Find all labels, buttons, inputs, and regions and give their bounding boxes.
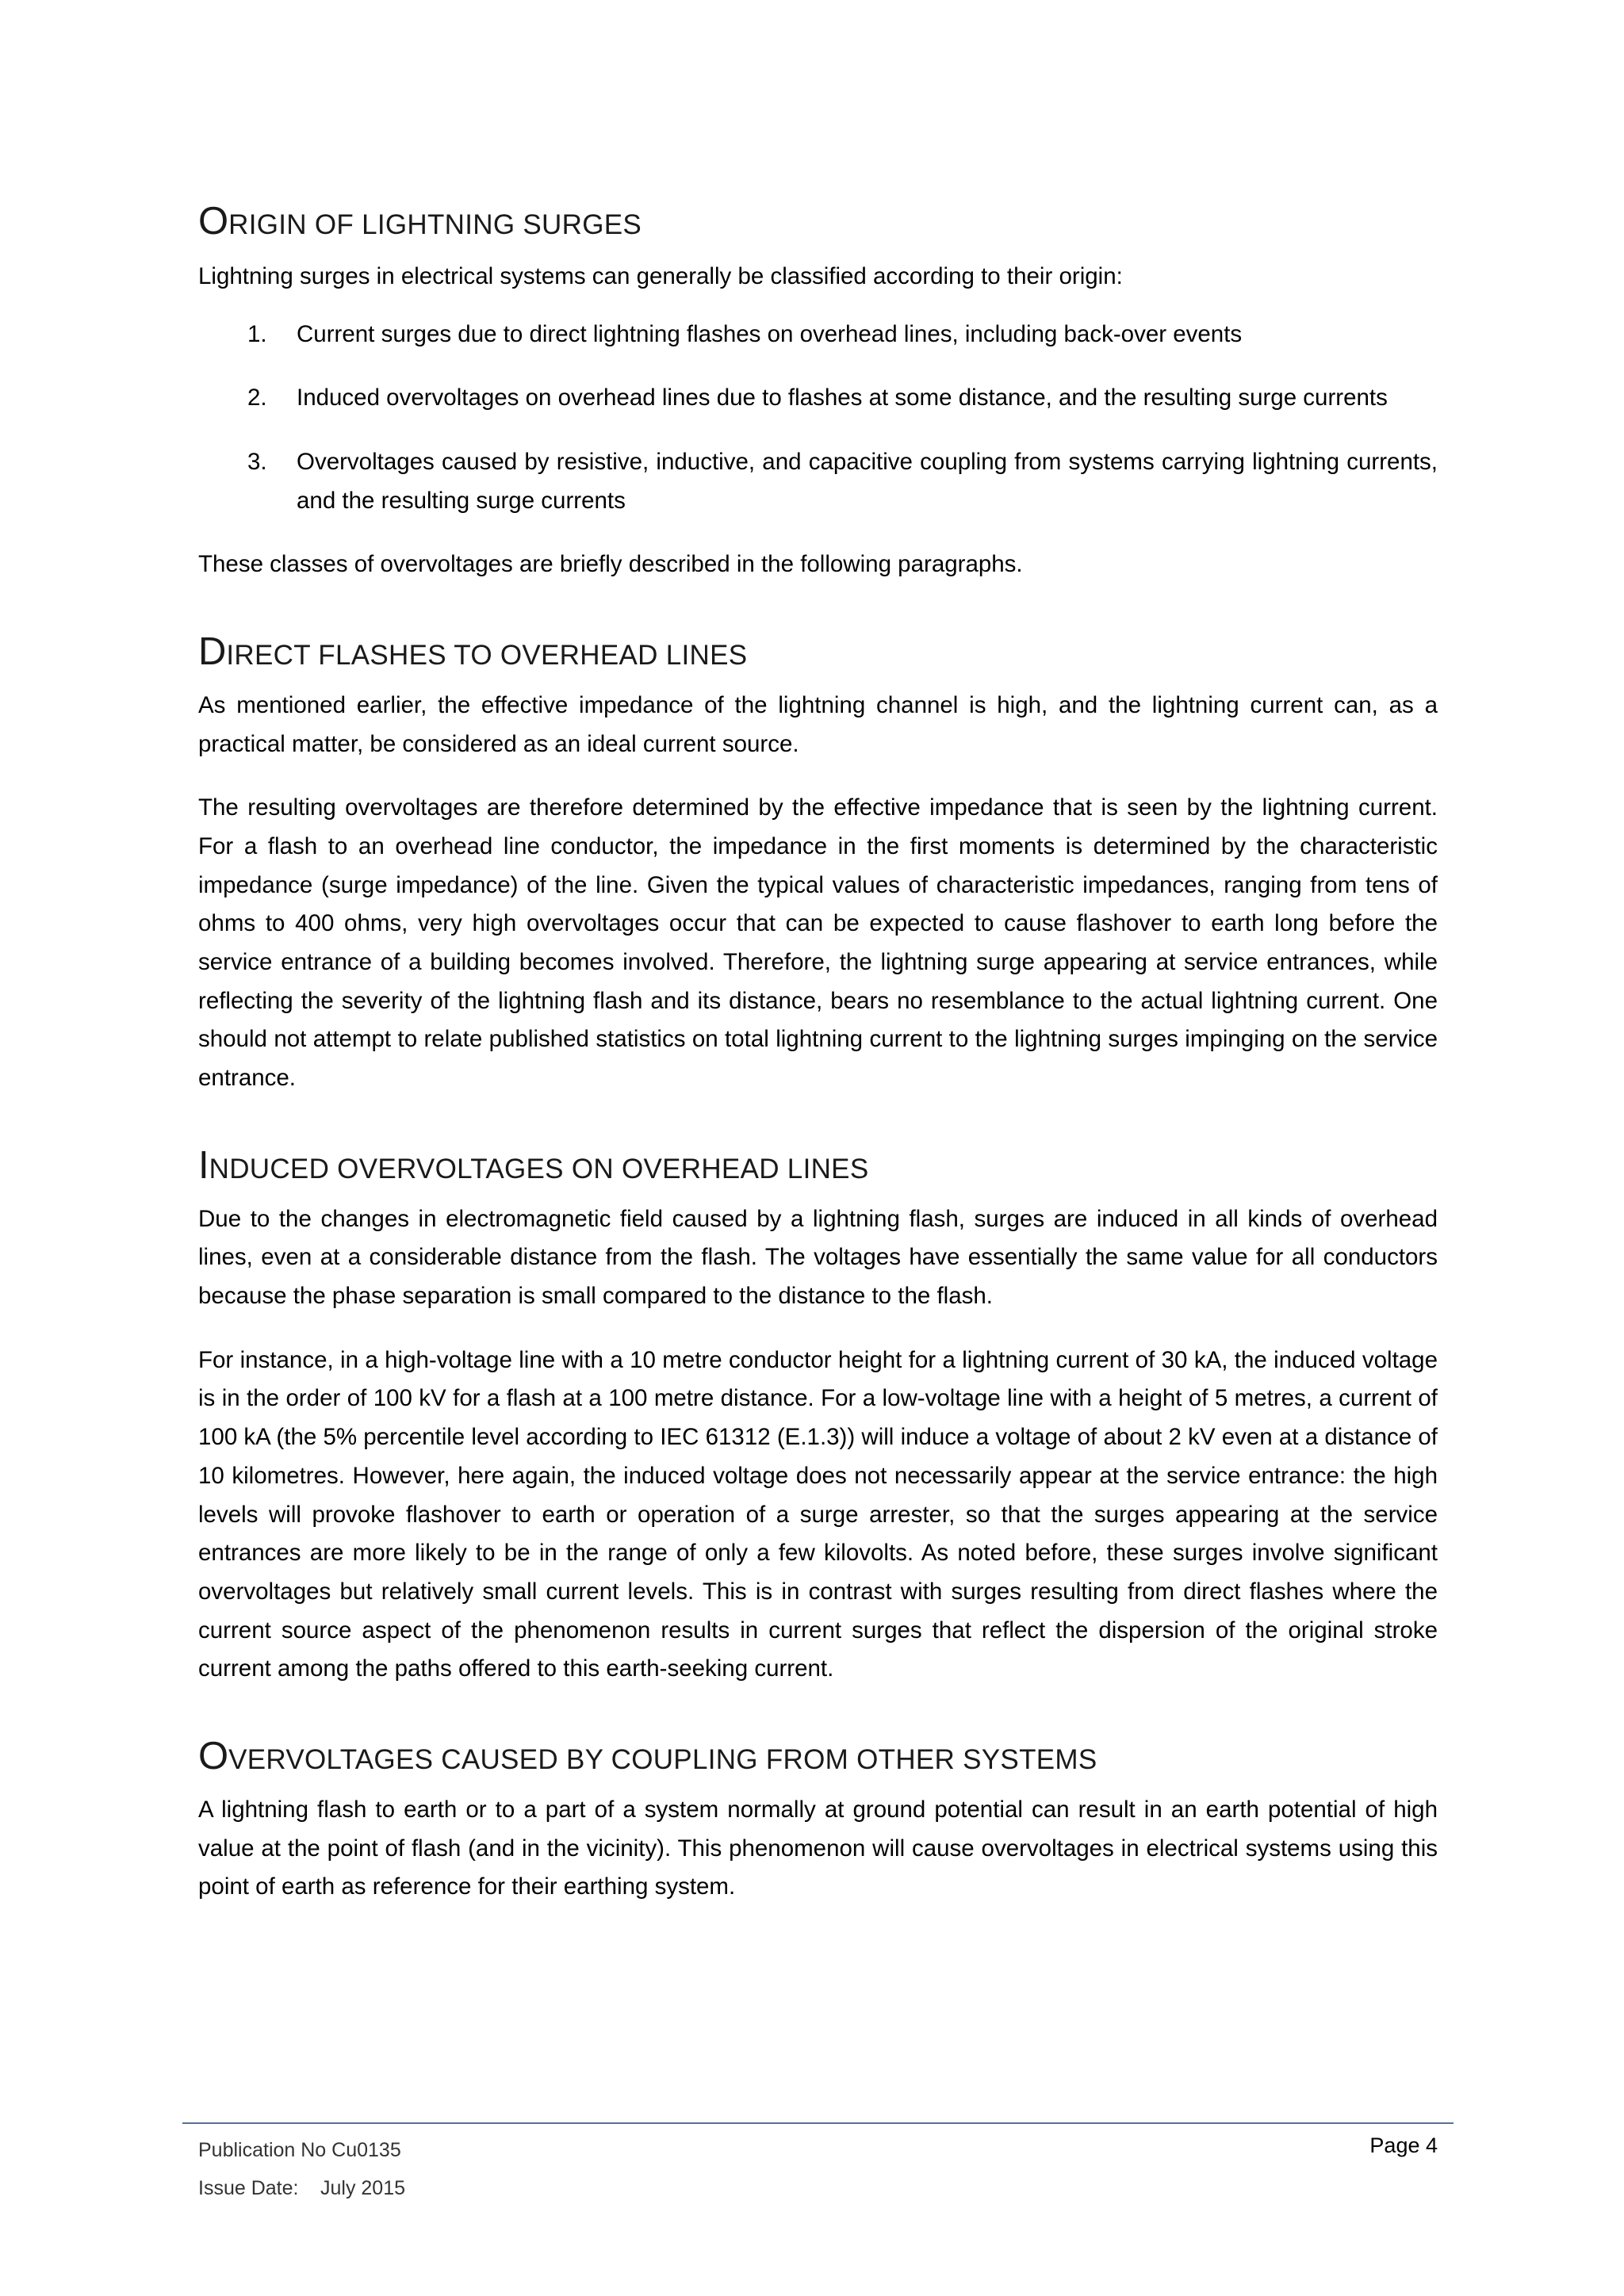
section-heading-coupling: OVERVOLTAGES CAUSED BY COUPLING FROM OTHER SYSTEMS [198,1735,1097,1778]
list-number: 1. [247,320,267,347]
footer-info [198,2131,405,2207]
section-heading-origin: ORIGIN OF LIGHTNING SURGES [198,200,642,243]
section-heading-induced-overvoltages: INDUCED OVERVOLTAGES ON OVERHEAD LINES [198,1143,869,1187]
paragraph: Due to the changes in electromagnetic field caused by a lightning flash, surges are induced in all kinds of overhead lines, even at a considerable distance from the flash. The voltages have essentially the same value for all conductors because the phase separation is small compared to the distance to the flash. [198,1205,1438,1310]
paragraph: A lightning flash to earth or to a part of a system normally at ground potential can result in an earth potential of high value at the point of flash (and in the vicinity). This phenomenon will cause overvoltages in electrical systems using this point of earth as reference for their earthing system. [198,1796,1438,1900]
section-heading-direct-flashes: DIRECT FLASHES TO OVERHEAD LINES [198,630,748,674]
list-item [198,316,1438,354]
issue-date-line [198,2169,405,2207]
issue-date-label: Issue Date: [198,2177,299,2199]
list-item [198,379,1438,418]
list-number: 2. [247,385,267,411]
paragraph: The resulting overvoltages are therefore determined by the effective impedance that is seen by the lightning current. For a flash to an overhead line conductor, the impedance in the first moments is determined by the characteristic impedance (surge impedance) of the line. Given the typical values of characteristic impedances, ranging from tens of ohms to 400 ohms, very high overvoltages occur that can be expected to cause flashover to earth long before the service entrance of a building becomes involved. Therefore, the lightning surge appearing at service entrances, while reflecting the severity of the lightning flash and its distance, bears no resemblance to the actual lightning current. One should not attempt to relate published statistics on total lightning current to the lightning surges impinging on the service entrance. [198,794,1438,1092]
paragraph: For instance, in a high-voltage line with a 10 metre conductor height for a lightning current of 30 kA, the induced voltage is in the order of 100 kV for a flash at a 100 metre distance. For a low-voltage line with a height of 5 metres, a current of 100 kA (the 5% percentile level according to IEC 61312 (E.1.3)) will induce a voltage of about 2 kV even at a distance of 10 kilometres. However, here again, the induced voltage does not necessarily appear at the service entrance: the high levels will provoke flashover to earth or operation of a surge arrester, so that the surges appearing at the service entrances are more likely to be in the range of only a few kilovolts. As noted before, these surges involve significant overvoltages but relatively small current levels. This is in contrast with surges resulting from direct flashes where the current source aspect of the phenomenon results in current surges that reflect the dispersion of the original stroke current among the paths offered to this earth-seeking current. [198,1346,1438,1682]
list-item-text: Induced overvoltages on overhead lines due to flashes at some distance, and the resulting surge currents [297,385,1388,411]
issue-date-value: July 2015 [320,2177,406,2199]
paragraph: As mentioned earlier, the effective impedance of the lightning channel is high, and the lightning current can, as a practical matter, be considered as an ideal current source. [198,691,1438,757]
list-item-text: Overvoltages caused by resistive, inductive, and capacitive coupling from systems carrying lightning currents, and the resulting surge currents [297,448,1438,514]
paragraph: These classes of overvoltages are briefly described in the following paragraphs. [198,551,1023,578]
document-body [198,198,1438,1907]
paragraph: Lightning surges in electrical systems can generally be classified according to their origin: [198,262,1123,289]
list-item [198,443,1438,520]
footer-divider [182,2122,1454,2124]
publication-number: Publication No Cu0135 [198,2139,401,2161]
list-item-text: Current surges due to direct lightning flashes on overhead lines, including back-over events [297,320,1243,347]
list-number: 3. [247,448,267,475]
page-number: Page 4 [1369,2133,1438,2157]
numbered-list [198,316,1438,521]
